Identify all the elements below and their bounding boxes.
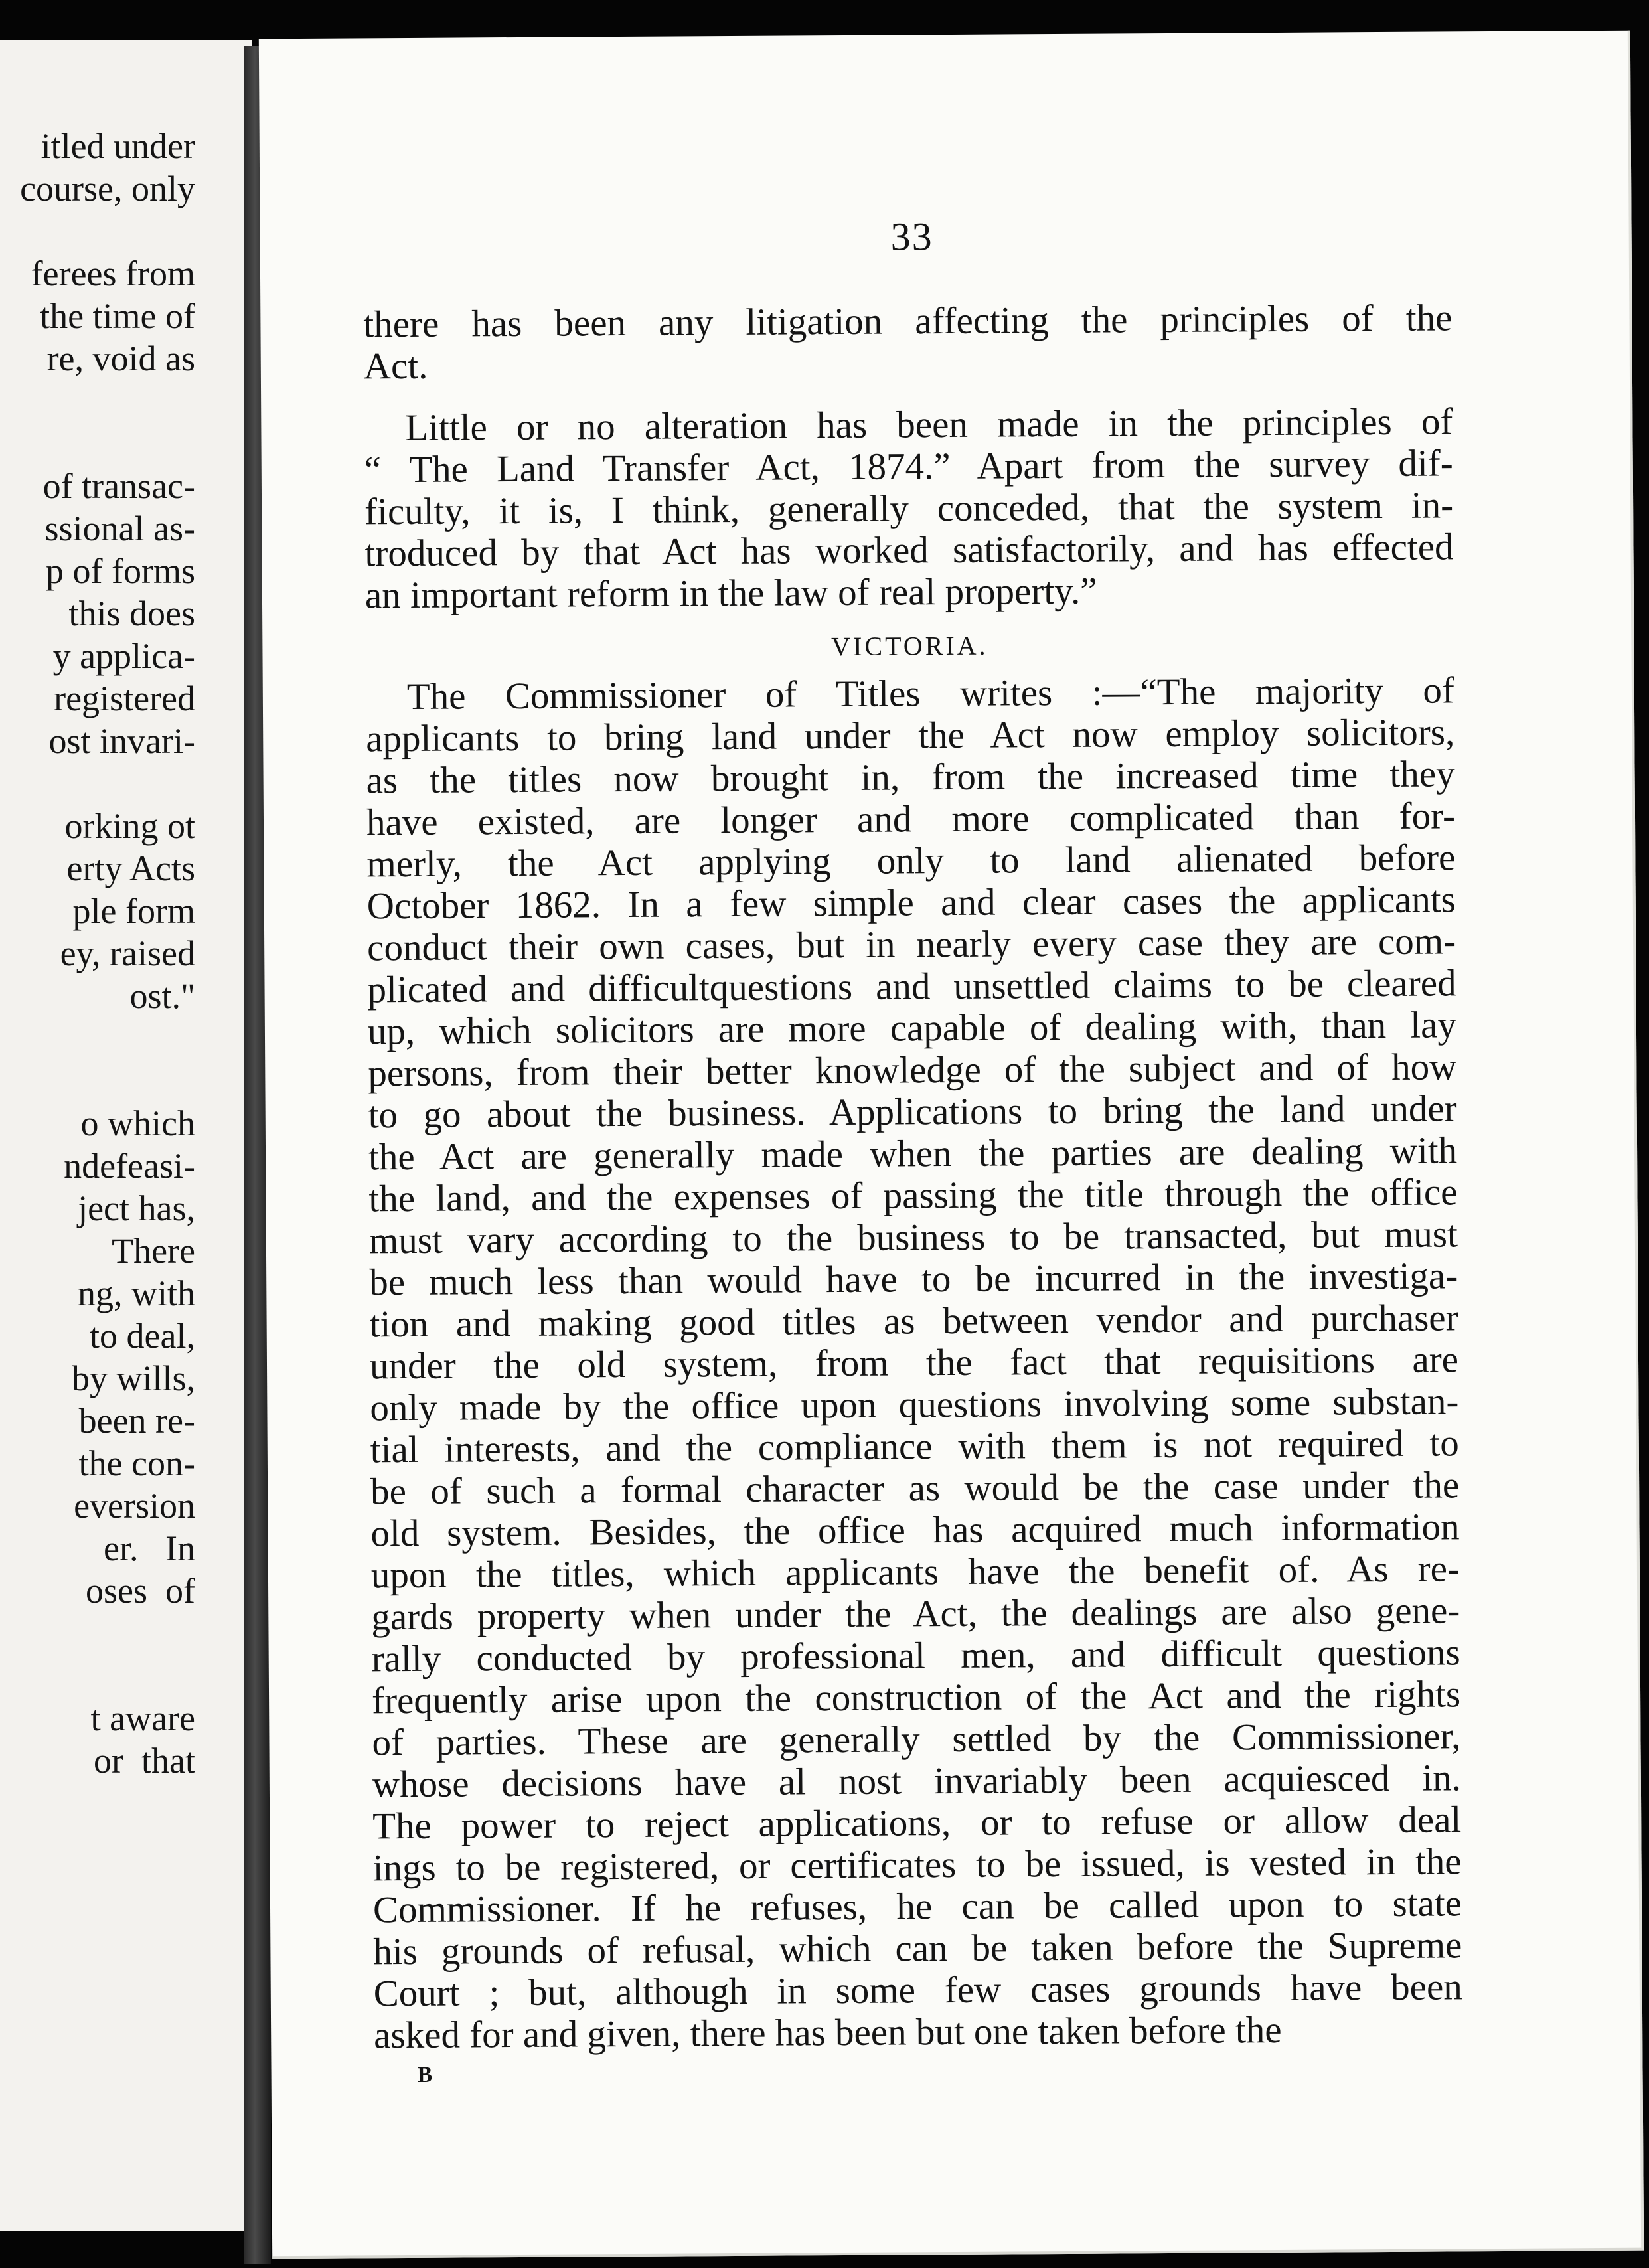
text-line: old system. Besides, the office has acquired much information: [370, 1506, 1460, 1555]
facing-page-line: ey, raised: [60, 933, 195, 973]
facing-page-line: itled under: [40, 126, 195, 166]
facing-page-line: ost invari-: [48, 721, 195, 761]
facing-page-line: of transac-: [42, 466, 195, 506]
text-line: tion and making good titles as between vendor and purchaser: [369, 1297, 1458, 1346]
facing-page-line: [20, 210, 195, 252]
facing-page-line: [20, 422, 195, 465]
book-page: [259, 31, 1644, 2259]
facing-page-line: to deal,: [90, 1316, 195, 1356]
page-body: [363, 297, 1462, 2056]
page-number: 33: [890, 214, 933, 259]
facing-page-left: [0, 40, 252, 2231]
text-line: Court ; but, although in some few cases grounds have been: [373, 1966, 1462, 2015]
paragraph-1: [363, 297, 1453, 387]
facing-page-line: t aware: [90, 1698, 195, 1738]
text-line: up, which solicitors are more capable of dealing with, than lay: [367, 1004, 1457, 1053]
facing-page-line: ost.": [129, 976, 195, 1016]
text-line: there has been any litigation affecting the principles of the: [363, 297, 1453, 346]
text-line: be much less than would have to be incurred in the investiga-: [369, 1255, 1458, 1304]
facing-page-line: ng, with: [77, 1273, 195, 1313]
text-line: asked for and given, there has been but one taken before the: [373, 2008, 1282, 2057]
text-line: as the titles now brought in, from the increased time they: [366, 753, 1455, 802]
text-line: “ The Land Transfer Act, 1874.” Apart from the survey dif-: [364, 442, 1453, 491]
text-line: gards property when under the Act, the dealings are also gene-: [371, 1589, 1460, 1639]
facing-page-line: [20, 40, 195, 82]
facing-page-line: been re-: [78, 1401, 195, 1441]
facing-page-line: re, void as: [46, 339, 195, 378]
facing-page-line: ferees from: [31, 254, 195, 293]
text-line: The Commissioner of Titles writes :—“The majority of: [406, 669, 1455, 718]
paragraph-2: [364, 400, 1454, 616]
facing-page-line: oses of: [86, 1571, 195, 1611]
text-line: upon the titles, which applicants have the benefit of. As re-: [370, 1548, 1460, 1597]
facing-page-line: erty Acts: [66, 849, 195, 888]
text-line: ficulty, it is, I think, generally conceded, that the system in-: [364, 484, 1454, 533]
text-line: applicants to bring land under the Act now employ solicitors,: [366, 711, 1455, 760]
facing-page-line: [20, 1655, 195, 1697]
text-line: the Act are generally made when the parties are dealing with: [368, 1129, 1458, 1178]
text-line: Act.: [363, 345, 428, 388]
text-line: The power to reject applications, or to refuse or allow deal: [372, 1799, 1462, 1848]
text-line: Commissioner. If he refuses, he can be called upon to state: [372, 1882, 1462, 1931]
facing-page-line: [20, 380, 195, 422]
facing-page-line: ndefeasi-: [64, 1146, 195, 1186]
text-line: only made by the office upon questions involving some substan-: [370, 1380, 1459, 1429]
facing-page-line: the time of: [40, 296, 195, 336]
text-line: ings to be registered, or certificates to be issued, is vested in the: [372, 1840, 1462, 1890]
section-heading: VICTORIA.: [831, 630, 988, 662]
text-line: persons, from their better knowledge of the subject and of how: [368, 1046, 1457, 1095]
facing-page-line: [20, 1612, 195, 1655]
text-line: be of such a formal character as would be the case under the: [370, 1464, 1460, 1513]
facing-page-line: [20, 762, 195, 805]
facing-page-line: orking ot: [64, 806, 195, 846]
facing-page-line: course, only: [20, 169, 195, 208]
facing-page-text: [20, 40, 195, 1782]
paragraph-3: [366, 669, 1463, 2056]
text-line: under the old system, from the fact that requisitions are: [369, 1338, 1459, 1388]
facing-page-line: eversion: [74, 1486, 195, 1526]
facing-page-line: [20, 82, 195, 125]
facing-page-line: [20, 1017, 195, 1060]
text-line: troduced by that Act has worked satisfactorily, and has effected: [364, 526, 1454, 575]
facing-page-line: y applica-: [52, 636, 195, 676]
facing-page-line: ssional as-: [44, 509, 195, 548]
facing-page-line: this does: [68, 594, 195, 633]
text-line: Little or no alteration has been made in the principles of: [405, 400, 1453, 449]
text-line: merly, the Act applying only to land alienated before: [366, 837, 1456, 886]
text-line: of parties. These are generally settled by the Commissioner,: [372, 1715, 1461, 1764]
facing-page-line: er. In: [104, 1528, 195, 1568]
signature-mark: B: [417, 2062, 433, 2087]
facing-page-line: There: [112, 1231, 195, 1271]
text-line: an important reform in the law of real property.”: [364, 570, 1097, 617]
text-line: October 1862. In a few simple and clear cases the applicants: [366, 878, 1456, 928]
facing-page-line: [20, 1060, 195, 1102]
text-line: plicated and difficultquestions and unsettled claims to be cleared: [367, 962, 1456, 1011]
facing-page-line: the con-: [78, 1443, 195, 1483]
facing-page-line: by wills,: [71, 1358, 195, 1398]
text-line: the land, and the expenses of passing the title through the office: [368, 1171, 1458, 1220]
facing-page-line: or that: [94, 1741, 195, 1781]
text-line: tial interests, and the compliance with them is not required to: [370, 1422, 1459, 1471]
text-line: frequently arise upon the construction of the Act and the rights: [371, 1673, 1461, 1722]
facing-page-line: o which: [80, 1103, 195, 1143]
text-line: have existed, are longer and more complicated than for-: [366, 795, 1456, 844]
text-line: his grounds of refusal, which can be taken before the Supreme: [373, 1924, 1462, 1973]
facing-page-line: ple form: [72, 891, 195, 931]
text-line: rally conducted by professional men, and difficult questions: [371, 1631, 1460, 1680]
facing-page-line: p of forms: [46, 551, 195, 591]
facing-page-line: registered: [54, 679, 195, 718]
text-line: whose decisions have al nost invariably been acquiesced in.: [372, 1757, 1462, 1806]
facing-page-line: ject has,: [78, 1188, 195, 1228]
text-line: conduct their own cases, but in nearly every case they are com-: [366, 920, 1456, 969]
text-line: to go about the business. Applications to bring the land under: [368, 1088, 1457, 1137]
text-line: must vary according to the business to be transacted, but must: [368, 1213, 1458, 1262]
